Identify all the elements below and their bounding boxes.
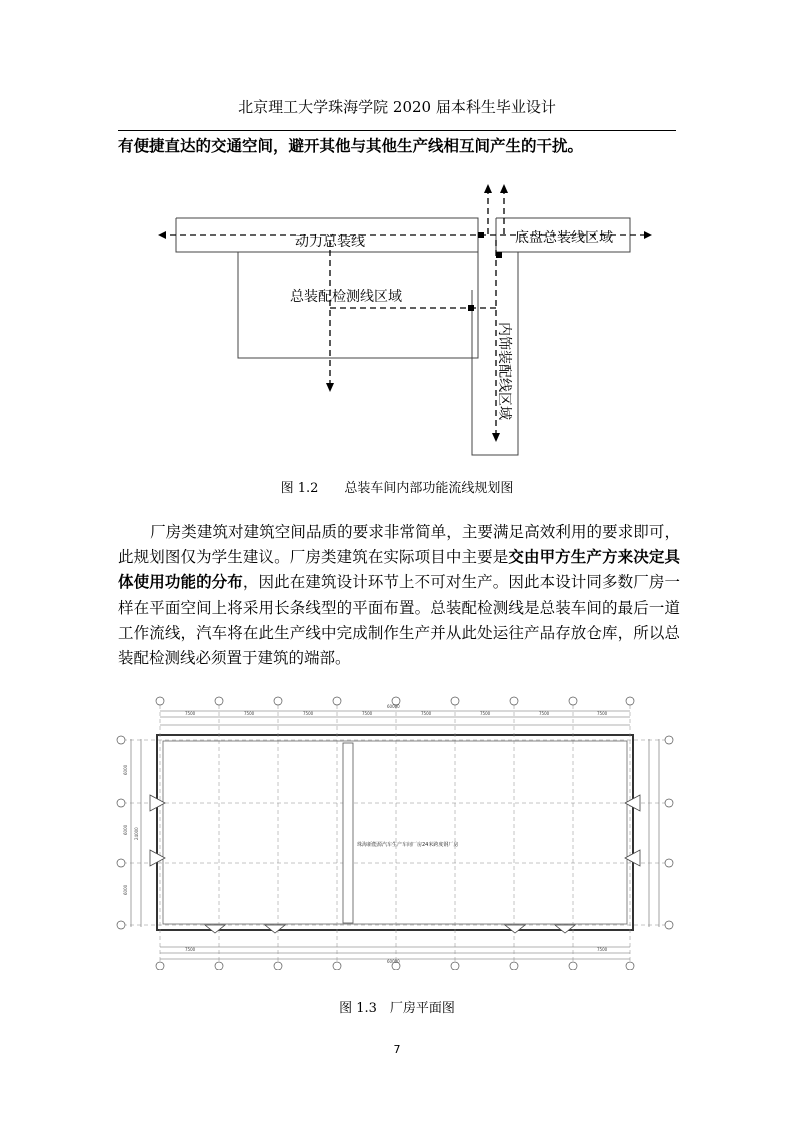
grid-lines — [123, 705, 667, 965]
span-label-3: 7500 — [303, 711, 314, 716]
flow-diagram — [150, 180, 670, 470]
header-rule — [118, 130, 676, 131]
arrow-right-icon — [644, 231, 652, 239]
intro-line: 有便捷直达的交通空间，避开其他与其他生产线相互间产生的干扰。 — [118, 137, 584, 155]
span-label-7: 7500 — [539, 711, 550, 716]
factory-center-label: 珠海新能源汽车生产车间厂房24米跨度钢厂房 — [357, 842, 459, 848]
factory-plan — [115, 695, 675, 970]
central-corridor — [343, 743, 353, 923]
arrow-left-icon — [158, 231, 166, 239]
junction-marker-3 — [496, 252, 502, 258]
label-interior-area: 内饰装配线区域 — [496, 322, 512, 420]
body-text-2: ，因此在建筑设计环节上不可对生产。因此本设计同多数厂房一样在平面空间上将采用长条线型的平面布置。总装配检测线是总装车间的最后一道工作流线，汽车将在此生产线中完成制作生产并从此处运往产品存放仓库，所以总装配检测线必须置于建筑的端部。 — [118, 573, 680, 668]
total-label-bottom: 60000 — [387, 959, 400, 964]
side-label-3: 6000 — [123, 884, 128, 895]
assembly-block-outline — [238, 252, 478, 358]
span-label-6: 7500 — [480, 711, 491, 716]
figure-1-3-caption: 图 1.3 厂房平面图 — [339, 1001, 455, 1016]
span-label-4: 7500 — [362, 711, 373, 716]
body-paragraph — [118, 520, 680, 671]
arrow-up-icon-2 — [500, 184, 508, 193]
arrow-up-icon — [484, 184, 492, 193]
label-chassis-area: 底盘总装线区域 — [515, 230, 613, 246]
junction-marker-2 — [478, 232, 484, 238]
body-text-1: 厂房类建筑对建筑空间品质的要求非常简单，主要满足高效利用的要求即可，此规划图仅为学生建议。厂房类建筑在实际项目中主要是 — [118, 523, 680, 567]
span-label-9: 7500 — [185, 947, 196, 952]
span-label-10: 7500 — [597, 947, 608, 952]
arrow-down-icon — [492, 433, 500, 442]
side-label-1: 6000 — [123, 764, 128, 775]
span-label-2: 7500 — [244, 711, 255, 716]
factory-outer-wall — [157, 735, 633, 930]
page-header: 北京理工大学珠海学院 2020 届本科生毕业设计 — [238, 98, 556, 116]
side-total-label: 24000 — [134, 827, 139, 840]
junction-marker — [468, 305, 474, 311]
figure-1-2-caption: 图 1.2 总装车间内部功能流线规划图 — [280, 481, 514, 496]
total-label-top: 60000 — [387, 704, 400, 709]
span-label-1: 7500 — [185, 711, 196, 716]
span-label-8: 7500 — [597, 711, 608, 716]
body-text-bold: 交由甲方生产方来决定具体使用功能的分布 — [118, 548, 680, 592]
label-power-line: 动力总装线 — [295, 234, 365, 250]
side-label-2: 6000 — [123, 824, 128, 835]
page-number: 7 — [393, 1043, 401, 1056]
arrow-down-icon-2 — [326, 383, 334, 392]
span-label-5: 7500 — [421, 711, 432, 716]
label-assembly-area: 总装配检测线区域 — [290, 289, 402, 305]
